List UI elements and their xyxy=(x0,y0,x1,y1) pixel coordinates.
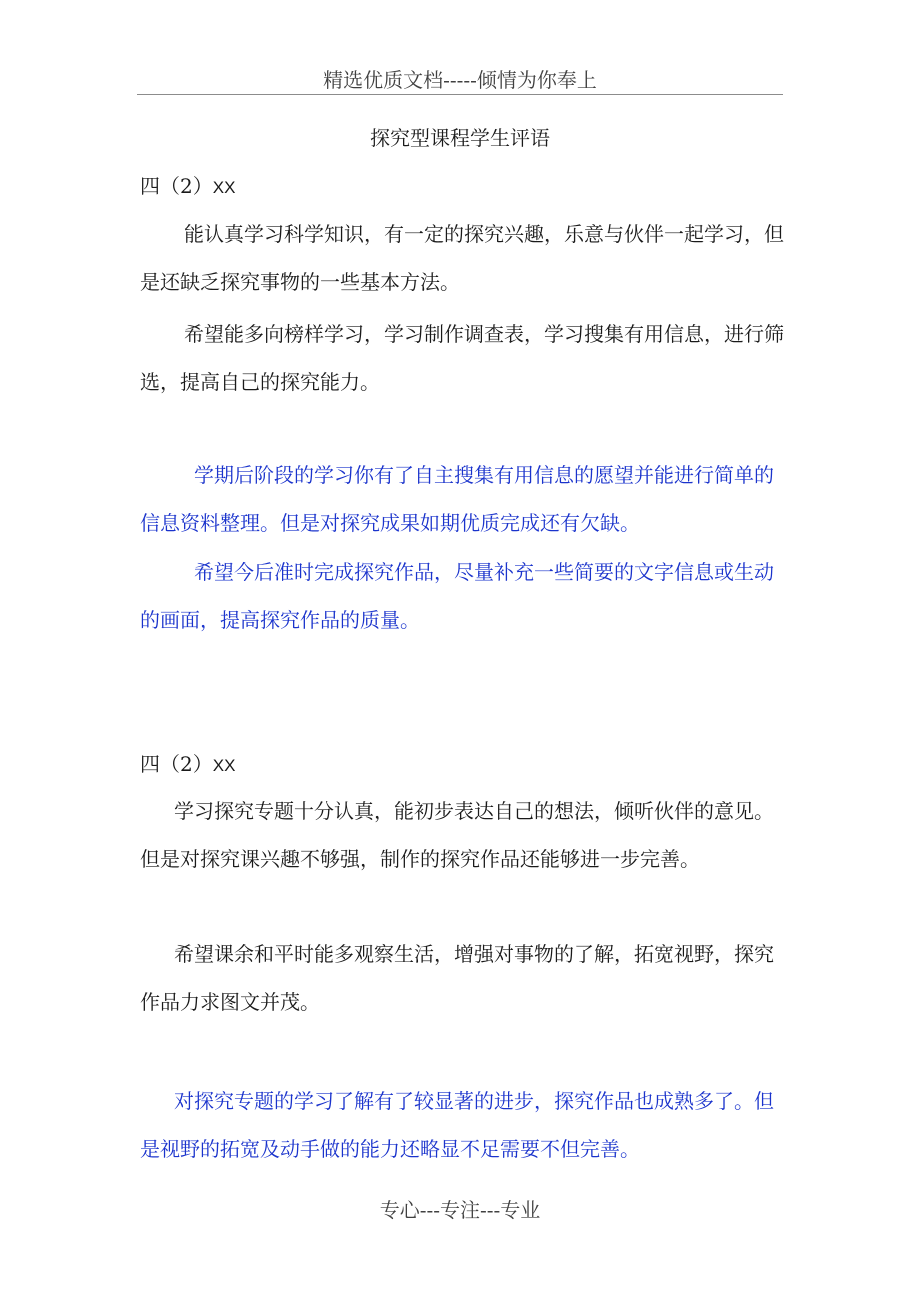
student-id: XX xyxy=(212,756,236,775)
document-title: 探究型课程学生评语 xyxy=(370,126,550,150)
page-header: 精选优质文档-----倾情为你奉上 xyxy=(137,66,783,95)
teacher-comment: 学习探究专题十分认真，能初步表达自己的想法，倾听伙伴的意见。但是对探究课兴趣不够强，制作的探究作品还能够进一步完善。 xyxy=(140,799,774,871)
teacher-comment: 希望课余和平时能多观察生活，增强对事物的了解，拓宽视野，探究作品力求图文并茂。 xyxy=(140,942,774,1014)
teacher-comment: 能认真学习科学知识，有一定的探究兴趣，乐意与伙伴一起学习，但是还缺乏探究事物的一些基本方法。 xyxy=(140,222,784,294)
student-class: 四（2） xyxy=(140,752,213,776)
student-heading xyxy=(140,172,235,202)
student-id: XX xyxy=(212,178,236,197)
teacher-comment: 希望能多向榜样学习，学习制作调查表，学习搜集有用信息，进行筛选，提高自己的探究能力。 xyxy=(140,322,784,394)
student-heading xyxy=(140,750,235,780)
followup-comment: 对探究专题的学习了解有了较显著的进步，探究作品也成熟多了。但是视野的拓宽及动手做的能力还略显不足需要不但完善。 xyxy=(140,1089,774,1161)
followup-comment: 学期后阶段的学习你有了自主搜集有用信息的愿望并能进行简单的信息资料整理。但是对探究成果如期优质完成还有欠缺。 xyxy=(140,463,774,535)
followup-comment: 希望今后准时完成探究作品，尽量补充一些简要的文字信息或生动的画面，提高探究作品的质量。 xyxy=(140,560,774,632)
student-class: 四（2） xyxy=(140,174,213,198)
page-footer: 专心---专注---专业 xyxy=(379,1198,541,1222)
